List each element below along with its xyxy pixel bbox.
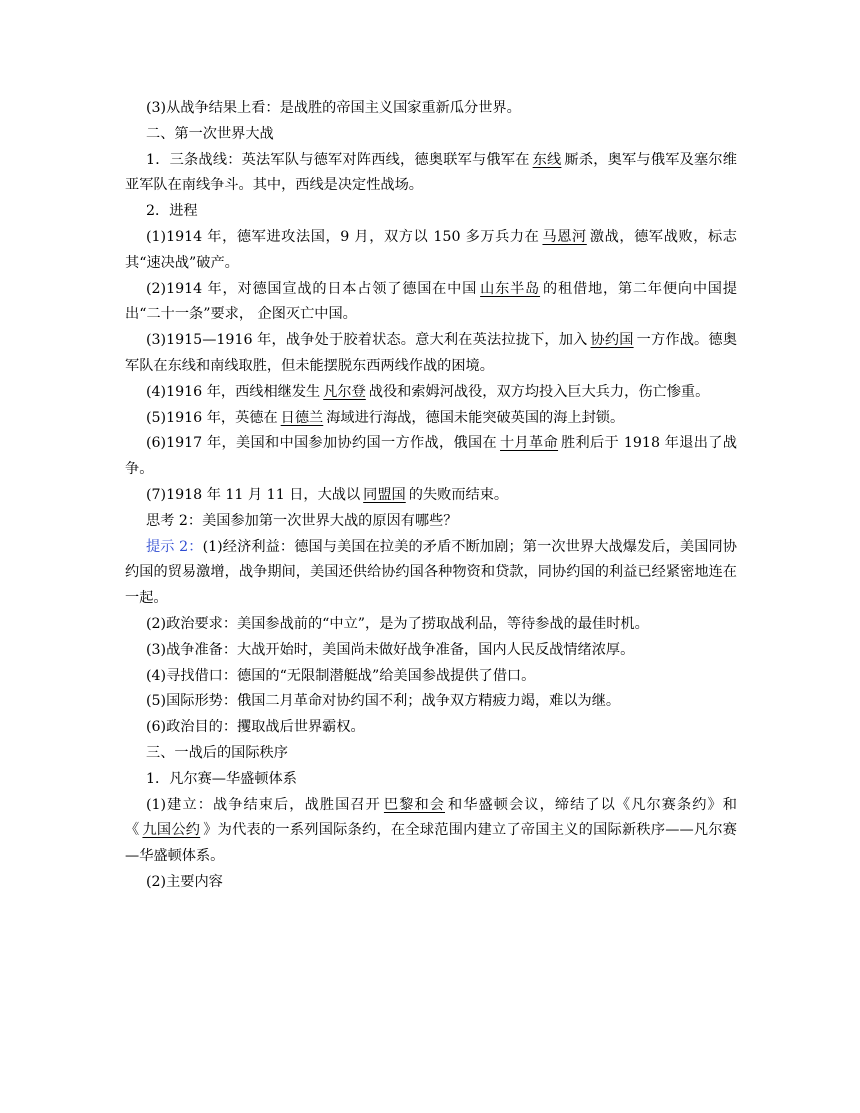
paragraph-1917	[125, 431, 737, 483]
text: (6)1917 年，美国和中国参加协约国一方作战，俄国在	[146, 435, 498, 452]
text: (2)政治要求：美国参战前的“中立”，是为了捞取战利品，等待参战的最佳时机。	[146, 615, 649, 632]
text: 思考 2：美国参加第一次世界大战的原因有哪些？	[146, 512, 458, 529]
answer-blank: 东线	[532, 151, 562, 168]
text: 的失败而结束。	[408, 486, 509, 503]
answer-blank: 协约国	[590, 332, 634, 349]
text: (1)1914 年，德军进攻法国，9 月，双方以 150 多万兵力在	[146, 228, 540, 245]
text: 1．三条战线：英法军队与德军对阵西线，德奥联军与俄军在	[146, 151, 530, 168]
section-heading-postwar	[125, 741, 737, 767]
answer-blank: 山东半岛	[480, 280, 541, 297]
subheading-main-content	[125, 870, 737, 896]
text: 的租借地，第二年便向中国提出“二十一条”要求， 企图灭亡中国。	[125, 280, 737, 323]
text: (4)1916 年，西线相继发生	[146, 383, 321, 400]
answer-blank: 巴黎和会	[383, 796, 445, 813]
paragraph-1916-jutland	[125, 406, 737, 432]
text: (2)1914 年，对德国宣战的日本占领了德国在中国	[146, 280, 478, 297]
subheading-progress	[125, 199, 737, 225]
text: 厮杀，奥军与俄军及塞尔维亚军队在南线争斗。其中，西线是决定性战场。	[125, 151, 737, 194]
text: (4)寻找借口：德国的“无限制潜艇战”给美国参战提供了借口。	[146, 667, 536, 684]
text: (5)国际形势：俄国二月革命对协约国不利；战争双方精疲力竭，难以为继。	[146, 693, 621, 710]
answer-blank: 马恩河	[542, 228, 587, 245]
answer-blank: 凡尔登	[323, 383, 366, 400]
text: (1)经济利益：德国与美国在拉美的矛盾不断加剧；第一次世界大战爆发后，美国同协约国的贸易激增，战争期间，美国还供给协约国各种物资和贷款，同协约国的利益已经紧密地连在一起。	[125, 538, 737, 607]
hint-pretext	[125, 664, 737, 690]
answer-blank: 十月革命	[500, 435, 559, 452]
subheading-versailles-washington	[125, 767, 737, 793]
section-heading-ww1	[125, 122, 737, 148]
answer-blank: 九国公约	[142, 822, 201, 839]
hint-war-preparation	[125, 638, 737, 664]
paragraph-three-fronts	[125, 148, 737, 200]
text: 二、第一次世界大战	[146, 125, 274, 142]
paragraph-1915-1916	[125, 328, 737, 380]
paragraph-1914-marne	[125, 225, 737, 277]
hint-political-demand	[125, 612, 737, 638]
text: (3)从战争结果上看：是战胜的帝国主义国家重新瓜分世界。	[146, 100, 521, 116]
text: 海域进行海战，德国未能突破英国的海上封锁。	[326, 409, 625, 426]
text: 2．进程	[146, 203, 198, 220]
hint-2	[125, 535, 737, 612]
paragraph-war-result	[125, 96, 737, 122]
text: 一方作战。德奥军队在东线和南线取胜，但未能摆脱东西两线作战的困境。	[125, 332, 737, 374]
paragraph-1916-verdun	[125, 380, 737, 406]
text: 和华盛顿会议，缔结了以《凡尔赛条约》和《	[125, 796, 737, 839]
paragraph-1918	[125, 483, 737, 509]
text: (3)战争准备：大战开始时，美国尚未做好战争准备，国内人民反战情绪浓厚。	[146, 641, 635, 658]
text: 战役和索姆河战役，双方均投入巨大兵力，伤亡惨重。	[368, 383, 710, 400]
text: (1)建立：战争结束后，战胜国召开	[146, 796, 381, 813]
text: 激战，德军战败，标志其“速决战”破产。	[125, 228, 737, 271]
text: (2)主要内容	[146, 873, 223, 890]
paragraph-1914-japan	[125, 277, 737, 329]
text: 三、一战后的国际秩序	[146, 744, 288, 761]
hint-political-goal	[125, 715, 737, 741]
hint-international-situation	[125, 689, 737, 715]
question-2	[125, 509, 737, 535]
text: (5)1916 年，英德在	[146, 409, 278, 426]
answer-blank: 同盟国	[363, 486, 406, 503]
text: 》为代表的一系列国际条约，在全球范围内建立了帝国主义的国际新秩序——凡尔赛—华盛顿体系。	[125, 822, 737, 865]
document-body	[125, 96, 737, 896]
text: (3)1915—1916 年，战争处于胶着状态。意大利在英法拉拢下，加入	[146, 332, 588, 349]
text: (6)政治目的：攫取战后世界霸权。	[146, 719, 365, 736]
text: 1．凡尔赛—华盛顿体系	[146, 770, 297, 787]
text: 胜利后于 1918 年退出了战争。	[125, 435, 737, 478]
text: (7)1918 年 11 月 11 日，大战以	[146, 486, 361, 503]
answer-blank: 日德兰	[280, 409, 324, 426]
paragraph-establishment	[125, 793, 737, 870]
hint-label: 提示 2：	[146, 538, 203, 555]
